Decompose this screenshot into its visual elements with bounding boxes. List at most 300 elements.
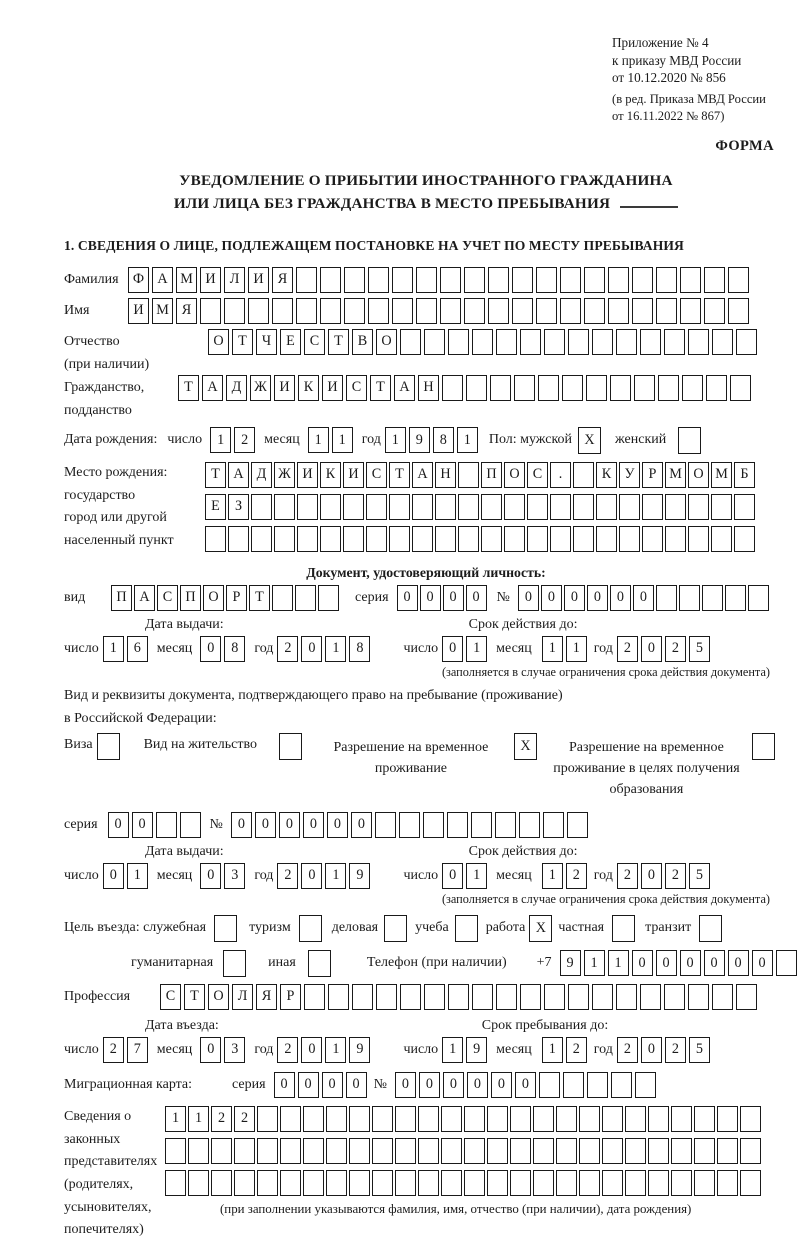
char-cell[interactable] [533,1138,554,1164]
char-cell[interactable]: 5 [689,863,710,889]
char-cell[interactable] [656,267,677,293]
char-cell[interactable]: 8 [433,427,454,453]
char-cell[interactable] [712,984,733,1010]
doc-issue-month-input[interactable] [200,636,248,662]
char-cell[interactable] [372,1170,393,1196]
char-cell[interactable]: П [481,462,502,488]
char-cell[interactable] [205,526,226,552]
reps-row1-input[interactable] [165,1106,763,1132]
char-cell[interactable] [458,494,479,520]
char-cell[interactable]: 0 [301,1037,322,1063]
char-cell[interactable] [376,984,397,1010]
char-cell[interactable]: 0 [132,812,153,838]
char-cell[interactable]: 0 [443,585,464,611]
char-cell[interactable]: Д [251,462,272,488]
char-cell[interactable] [234,1170,255,1196]
char-cell[interactable]: 0 [633,585,654,611]
char-cell[interactable] [297,494,318,520]
char-cell[interactable]: Л [224,267,245,293]
char-cell[interactable]: К [596,462,617,488]
char-cell[interactable] [736,329,757,355]
char-cell[interactable] [520,329,541,355]
char-cell[interactable]: 1 [584,950,605,976]
char-cell[interactable] [490,375,511,401]
char-cell[interactable] [704,298,725,324]
char-cell[interactable]: И [200,267,221,293]
birth-month-input[interactable] [308,427,356,453]
char-cell[interactable]: А [134,585,155,611]
char-cell[interactable] [400,329,421,355]
purpose-work-checkbox[interactable]: X [529,915,552,942]
char-cell[interactable] [634,375,655,401]
char-cell[interactable] [664,984,685,1010]
birthplace-row3-input[interactable] [205,526,757,552]
char-cell[interactable] [366,494,387,520]
char-cell[interactable]: И [297,462,318,488]
char-cell[interactable] [344,267,365,293]
char-cell[interactable] [395,1138,416,1164]
char-cell[interactable] [568,984,589,1010]
char-cell[interactable] [441,1138,462,1164]
char-cell[interactable] [458,526,479,552]
reps-row2-input[interactable] [165,1138,763,1164]
char-cell[interactable] [568,329,589,355]
char-cell[interactable]: 7 [127,1037,148,1063]
char-cell[interactable]: 0 [587,585,608,611]
char-cell[interactable] [573,526,594,552]
char-cell[interactable] [496,984,517,1010]
char-cell[interactable] [320,298,341,324]
char-cell[interactable] [280,1170,301,1196]
char-cell[interactable] [251,494,272,520]
purpose-humanitarian-checkbox[interactable] [223,950,246,977]
char-cell[interactable] [464,1138,485,1164]
char-cell[interactable] [328,984,349,1010]
char-cell[interactable]: 0 [704,950,725,976]
char-cell[interactable]: 2 [665,636,686,662]
char-cell[interactable]: 0 [443,1072,464,1098]
char-cell[interactable] [616,329,637,355]
char-cell[interactable]: 0 [610,585,631,611]
char-cell[interactable] [418,1106,439,1132]
char-cell[interactable]: П [180,585,201,611]
char-cell[interactable] [248,298,269,324]
char-cell[interactable]: 0 [303,812,324,838]
char-cell[interactable] [366,526,387,552]
doc-issue-day-input[interactable] [103,636,151,662]
char-cell[interactable]: Н [435,462,456,488]
char-cell[interactable] [416,267,437,293]
char-cell[interactable] [688,494,709,520]
char-cell[interactable]: 2 [103,1037,124,1063]
char-cell[interactable] [711,494,732,520]
char-cell[interactable]: Я [256,984,277,1010]
profession-input[interactable] [160,984,760,1010]
char-cell[interactable] [632,298,653,324]
entry-day-input[interactable] [103,1037,151,1063]
char-cell[interactable]: 0 [279,812,300,838]
char-cell[interactable] [188,1170,209,1196]
char-cell[interactable] [320,267,341,293]
permit-issue-month-input[interactable] [200,863,248,889]
char-cell[interactable]: 1 [332,427,353,453]
char-cell[interactable] [471,812,492,838]
char-cell[interactable]: 0 [680,950,701,976]
char-cell[interactable] [274,494,295,520]
char-cell[interactable] [648,1106,669,1132]
char-cell[interactable] [272,585,293,611]
char-cell[interactable]: 2 [277,1037,298,1063]
char-cell[interactable]: 0 [395,1072,416,1098]
char-cell[interactable]: Т [328,329,349,355]
char-cell[interactable] [389,526,410,552]
char-cell[interactable]: 0 [231,812,252,838]
migcard-number-input[interactable] [395,1072,659,1098]
char-cell[interactable] [349,1170,370,1196]
char-cell[interactable] [372,1106,393,1132]
char-cell[interactable]: 1 [325,863,346,889]
char-cell[interactable] [706,375,727,401]
char-cell[interactable] [435,526,456,552]
char-cell[interactable]: Е [205,494,226,520]
char-cell[interactable] [464,1170,485,1196]
char-cell[interactable]: 0 [442,636,463,662]
char-cell[interactable] [257,1170,278,1196]
char-cell[interactable]: 3 [224,863,245,889]
char-cell[interactable]: И [274,375,295,401]
permit-series-input[interactable] [108,812,204,838]
char-cell[interactable] [343,494,364,520]
char-cell[interactable] [424,329,445,355]
char-cell[interactable]: 0 [466,585,487,611]
char-cell[interactable] [740,1138,761,1164]
char-cell[interactable] [704,267,725,293]
char-cell[interactable] [556,1106,577,1132]
char-cell[interactable]: 0 [518,585,539,611]
char-cell[interactable] [730,375,751,401]
doc-valid-month-input[interactable] [542,636,590,662]
char-cell[interactable] [472,984,493,1010]
char-cell[interactable] [717,1170,738,1196]
char-cell[interactable]: 0 [103,863,124,889]
char-cell[interactable] [389,494,410,520]
temp-permit-checkbox[interactable]: X [514,733,537,760]
char-cell[interactable]: Е [280,329,301,355]
char-cell[interactable]: А [202,375,223,401]
visa-checkbox[interactable] [97,733,120,760]
char-cell[interactable]: У [619,462,640,488]
char-cell[interactable]: Р [280,984,301,1010]
char-cell[interactable]: М [176,267,197,293]
doc-type-input[interactable] [111,585,341,611]
char-cell[interactable] [165,1138,186,1164]
char-cell[interactable]: 2 [617,636,638,662]
char-cell[interactable]: С [346,375,367,401]
char-cell[interactable] [392,298,413,324]
char-cell[interactable]: С [366,462,387,488]
char-cell[interactable] [527,526,548,552]
char-cell[interactable]: 2 [277,636,298,662]
char-cell[interactable] [776,950,797,976]
char-cell[interactable] [579,1170,600,1196]
char-cell[interactable] [487,1138,508,1164]
char-cell[interactable] [280,1106,301,1132]
char-cell[interactable]: Ж [274,462,295,488]
char-cell[interactable]: 0 [541,585,562,611]
char-cell[interactable]: 0 [351,812,372,838]
char-cell[interactable]: 0 [298,1072,319,1098]
char-cell[interactable]: 2 [617,863,638,889]
char-cell[interactable]: 2 [665,863,686,889]
char-cell[interactable]: 2 [617,1037,638,1063]
char-cell[interactable] [648,1170,669,1196]
char-cell[interactable] [592,984,613,1010]
char-cell[interactable]: 1 [542,863,563,889]
char-cell[interactable]: А [412,462,433,488]
purpose-private-checkbox[interactable] [612,915,635,942]
char-cell[interactable]: Т [232,329,253,355]
char-cell[interactable]: 9 [349,863,370,889]
char-cell[interactable] [395,1170,416,1196]
char-cell[interactable]: 1 [466,863,487,889]
char-cell[interactable] [320,526,341,552]
char-cell[interactable] [625,1138,646,1164]
char-cell[interactable]: 1 [566,636,587,662]
char-cell[interactable] [234,1138,255,1164]
char-cell[interactable]: А [394,375,415,401]
char-cell[interactable] [458,462,479,488]
char-cell[interactable]: О [203,585,224,611]
char-cell[interactable]: 1 [325,1037,346,1063]
char-cell[interactable] [625,1106,646,1132]
char-cell[interactable] [671,1106,692,1132]
char-cell[interactable] [274,526,295,552]
char-cell[interactable] [400,984,421,1010]
char-cell[interactable] [375,812,396,838]
char-cell[interactable] [440,298,461,324]
char-cell[interactable] [665,494,686,520]
char-cell[interactable]: 6 [127,636,148,662]
char-cell[interactable] [464,298,485,324]
char-cell[interactable]: 0 [200,636,221,662]
char-cell[interactable]: К [298,375,319,401]
char-cell[interactable]: 0 [108,812,129,838]
char-cell[interactable] [579,1106,600,1132]
char-cell[interactable] [587,1072,608,1098]
char-cell[interactable] [682,375,703,401]
char-cell[interactable] [257,1106,278,1132]
char-cell[interactable] [608,298,629,324]
char-cell[interactable] [717,1138,738,1164]
char-cell[interactable]: 0 [752,950,773,976]
char-cell[interactable]: И [322,375,343,401]
stay-year-input[interactable] [617,1037,713,1063]
char-cell[interactable] [488,267,509,293]
char-cell[interactable] [448,984,469,1010]
char-cell[interactable] [512,298,533,324]
char-cell[interactable] [536,267,557,293]
char-cell[interactable]: С [304,329,325,355]
char-cell[interactable]: 2 [566,1037,587,1063]
char-cell[interactable]: 2 [234,1106,255,1132]
char-cell[interactable] [619,526,640,552]
char-cell[interactable] [514,375,535,401]
char-cell[interactable] [326,1170,347,1196]
char-cell[interactable]: Н [418,375,439,401]
char-cell[interactable] [602,1170,623,1196]
char-cell[interactable] [694,1138,715,1164]
char-cell[interactable] [642,526,663,552]
char-cell[interactable] [442,375,463,401]
char-cell[interactable]: 0 [301,636,322,662]
char-cell[interactable]: 9 [466,1037,487,1063]
permit-number-input[interactable] [231,812,591,838]
doc-series-input[interactable] [397,585,489,611]
char-cell[interactable] [533,1106,554,1132]
char-cell[interactable]: 1 [542,1037,563,1063]
char-cell[interactable] [602,1138,623,1164]
char-cell[interactable] [228,526,249,552]
char-cell[interactable]: 8 [224,636,245,662]
char-cell[interactable]: И [248,267,269,293]
char-cell[interactable]: 0 [200,863,221,889]
char-cell[interactable] [536,298,557,324]
char-cell[interactable]: 0 [442,863,463,889]
char-cell[interactable]: 0 [491,1072,512,1098]
char-cell[interactable]: М [665,462,686,488]
char-cell[interactable] [562,375,583,401]
char-cell[interactable] [694,1170,715,1196]
phone-input[interactable] [560,950,800,976]
char-cell[interactable] [567,812,588,838]
char-cell[interactable]: 0 [632,950,653,976]
char-cell[interactable] [512,267,533,293]
char-cell[interactable] [224,298,245,324]
char-cell[interactable] [520,984,541,1010]
permit-valid-day-input[interactable] [442,863,490,889]
char-cell[interactable]: 0 [255,812,276,838]
char-cell[interactable] [563,1072,584,1098]
char-cell[interactable] [671,1170,692,1196]
char-cell[interactable] [610,375,631,401]
char-cell[interactable]: 1 [325,636,346,662]
char-cell[interactable]: Ф [128,267,149,293]
char-cell[interactable]: О [688,462,709,488]
char-cell[interactable] [303,1106,324,1132]
char-cell[interactable]: 1 [385,427,406,453]
char-cell[interactable] [481,494,502,520]
char-cell[interactable]: 1 [542,636,563,662]
char-cell[interactable] [368,298,389,324]
char-cell[interactable] [611,1072,632,1098]
char-cell[interactable] [664,329,685,355]
char-cell[interactable] [510,1106,531,1132]
char-cell[interactable]: 0 [274,1072,295,1098]
char-cell[interactable] [447,812,468,838]
char-cell[interactable] [556,1138,577,1164]
char-cell[interactable] [635,1072,656,1098]
char-cell[interactable] [616,984,637,1010]
char-cell[interactable] [748,585,769,611]
char-cell[interactable]: Т [249,585,270,611]
char-cell[interactable] [632,267,653,293]
char-cell[interactable]: О [504,462,525,488]
doc-issue-year-input[interactable] [277,636,373,662]
char-cell[interactable]: 1 [308,427,329,453]
char-cell[interactable]: 0 [564,585,585,611]
permit-issue-day-input[interactable] [103,863,151,889]
purpose-other-checkbox[interactable] [308,950,331,977]
char-cell[interactable] [728,267,749,293]
char-cell[interactable] [349,1138,370,1164]
char-cell[interactable]: О [208,329,229,355]
char-cell[interactable] [296,298,317,324]
char-cell[interactable] [412,494,433,520]
char-cell[interactable]: 2 [211,1106,232,1132]
char-cell[interactable]: А [152,267,173,293]
char-cell[interactable] [688,329,709,355]
char-cell[interactable] [640,329,661,355]
char-cell[interactable] [740,1106,761,1132]
char-cell[interactable]: С [527,462,548,488]
char-cell[interactable]: 1 [442,1037,463,1063]
char-cell[interactable] [418,1138,439,1164]
stay-month-input[interactable] [542,1037,590,1063]
char-cell[interactable] [441,1106,462,1132]
char-cell[interactable] [688,526,709,552]
purpose-transit-checkbox[interactable] [699,915,722,942]
char-cell[interactable] [640,984,661,1010]
char-cell[interactable] [349,1106,370,1132]
char-cell[interactable] [496,329,517,355]
char-cell[interactable]: Л [232,984,253,1010]
char-cell[interactable]: 1 [210,427,231,453]
char-cell[interactable] [560,298,581,324]
char-cell[interactable] [584,298,605,324]
char-cell[interactable] [481,526,502,552]
char-cell[interactable] [251,526,272,552]
char-cell[interactable] [538,375,559,401]
char-cell[interactable]: 3 [224,1037,245,1063]
char-cell[interactable] [543,812,564,838]
char-cell[interactable]: 0 [322,1072,343,1098]
char-cell[interactable]: 2 [234,427,255,453]
char-cell[interactable]: 2 [566,863,587,889]
char-cell[interactable]: Б [734,462,755,488]
char-cell[interactable] [200,298,221,324]
purpose-official-checkbox[interactable] [214,915,237,942]
char-cell[interactable] [728,298,749,324]
char-cell[interactable] [550,494,571,520]
char-cell[interactable] [717,1106,738,1132]
char-cell[interactable]: 0 [641,1037,662,1063]
edu-permit-checkbox[interactable] [752,733,775,760]
char-cell[interactable]: 1 [457,427,478,453]
char-cell[interactable] [656,298,677,324]
char-cell[interactable] [725,585,746,611]
char-cell[interactable]: 8 [349,636,370,662]
char-cell[interactable] [488,298,509,324]
char-cell[interactable] [280,1138,301,1164]
birth-day-input[interactable] [210,427,258,453]
char-cell[interactable] [519,812,540,838]
char-cell[interactable] [304,984,325,1010]
stay-day-input[interactable] [442,1037,490,1063]
birthplace-row2-input[interactable] [205,494,757,520]
char-cell[interactable] [533,1170,554,1196]
permit-issue-year-input[interactable] [277,863,373,889]
char-cell[interactable]: П [111,585,132,611]
